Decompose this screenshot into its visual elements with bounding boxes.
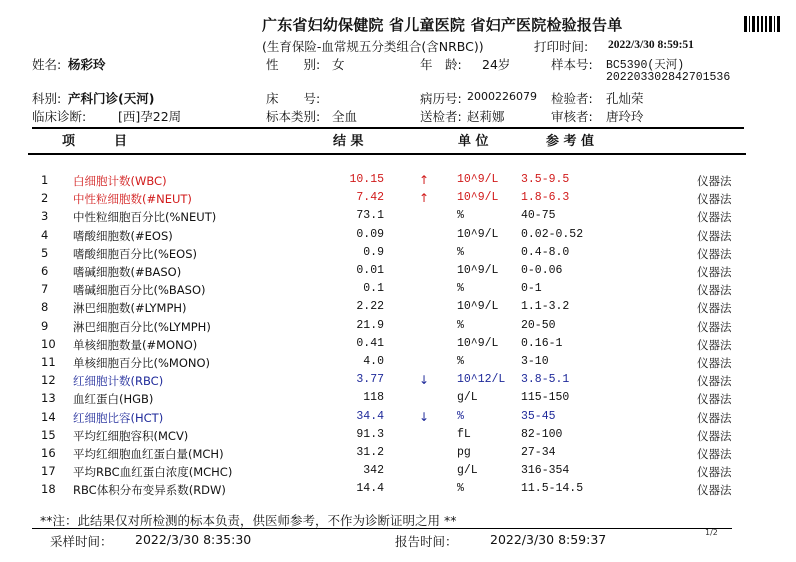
table-row <box>0 173 796 191</box>
table-row <box>0 246 796 264</box>
sample-no-value: BC5390(天河) <box>606 59 685 72</box>
test-method: 仪器法 <box>697 210 732 225</box>
test-name: 血红蛋白(HGB) <box>73 392 154 407</box>
disclaimer-note: **注：此结果仅对所检测的标本负责，供医师参考，不作为诊断证明之用 ** <box>40 513 457 528</box>
test-method: 仪器法 <box>697 283 732 298</box>
table-row <box>0 191 796 209</box>
row-number: 13 <box>41 391 56 406</box>
test-result: 342 <box>363 464 384 478</box>
test-result: 0.01 <box>356 264 384 277</box>
arrow-up-icon: ↑ <box>419 173 430 187</box>
header-divider <box>32 127 744 129</box>
row-number: 1 <box>41 173 49 187</box>
test-name: 单核细胞百分比(%MONO) <box>73 356 211 370</box>
row-number: 3 <box>41 209 49 224</box>
arrow-down-icon: ↓ <box>419 409 430 424</box>
test-unit: % <box>457 355 464 368</box>
arrow-up-icon: ↑ <box>419 191 430 206</box>
test-result: 4.0 <box>363 355 384 368</box>
row-number: 4 <box>41 227 49 242</box>
row-number: 5 <box>41 245 49 260</box>
row-number: 9 <box>41 318 49 333</box>
report-time-label: 报告时间： <box>395 534 458 549</box>
specimen-label: 标本类别: <box>266 109 321 124</box>
sender-label: 送检者: <box>420 109 462 124</box>
reference-range: 3-10 <box>521 355 549 368</box>
test-result: 7.42 <box>356 191 384 205</box>
row-number: 17 <box>41 464 56 479</box>
table-row <box>0 482 796 500</box>
test-result: 10.15 <box>349 173 384 186</box>
reference-range: 27-34 <box>521 446 556 459</box>
dept-value: 产科门诊(天河) <box>68 91 155 106</box>
reference-range: 0-0.06 <box>521 264 563 277</box>
test-result: 91.3 <box>356 427 384 441</box>
table-row <box>0 209 796 227</box>
table-row <box>0 446 796 464</box>
test-unit: 10^9/L <box>457 336 499 350</box>
test-name: 淋巴细胞数(#LYMPH) <box>73 301 187 316</box>
test-name: 嗜碱细胞数(#BASO) <box>73 265 182 279</box>
reference-range: 0.4-8.0 <box>521 245 570 259</box>
report-title: 广东省妇幼保健院 省儿童医院 省妇产医院检验报告单 <box>262 16 623 34</box>
test-unit: % <box>457 409 464 423</box>
test-method: 仪器法 <box>697 410 732 425</box>
test-method: 仪器法 <box>697 465 732 480</box>
reference-range: 40-75 <box>521 209 556 223</box>
table-row <box>0 264 796 282</box>
reviewer-label: 审核者: <box>551 109 593 124</box>
row-number: 2 <box>41 191 49 206</box>
test-result: 14.4 <box>356 482 384 496</box>
bed-label: 床 号: <box>266 91 321 106</box>
diagnosis-label: 临床诊断: <box>32 109 87 124</box>
name-label: 姓名: <box>32 57 62 72</box>
test-method: 仪器法 <box>697 356 732 370</box>
test-name: 平均红细胞容积(MCV) <box>73 428 189 443</box>
table-row <box>0 337 796 355</box>
page-number: 1/2 <box>705 528 718 537</box>
sample-time-value: 2022/3/30 8:35:30 <box>135 532 252 547</box>
test-method: 仪器法 <box>697 301 732 316</box>
row-number: 14 <box>41 409 56 424</box>
table-row <box>0 282 796 300</box>
table-row <box>0 228 796 246</box>
record-value: 2000226079 <box>467 90 537 103</box>
age-value: 24岁 <box>482 57 511 72</box>
test-method: 仪器法 <box>697 428 732 443</box>
test-result: 0.41 <box>356 336 384 350</box>
barcode-icon <box>744 16 780 32</box>
reference-range: 82-100 <box>521 427 563 441</box>
table-row <box>0 410 796 428</box>
record-label: 病历号: <box>420 91 462 106</box>
test-unit: 10^12/L <box>457 373 506 387</box>
test-unit: % <box>457 318 464 332</box>
sex-label: 性 别: <box>266 57 321 72</box>
arrow-down-icon: ↓ <box>419 373 430 388</box>
reviewer-value: 唐玲玲 <box>606 109 644 124</box>
reference-range: 0.16-1 <box>521 336 563 350</box>
test-name: 平均RBC血红蛋白浓度(MCHC) <box>73 465 233 480</box>
test-result: 0.9 <box>363 245 384 259</box>
test-unit: % <box>457 209 464 223</box>
test-unit: % <box>457 482 464 496</box>
reference-range: 11.5-14.5 <box>521 482 584 496</box>
test-unit: pg <box>457 446 471 459</box>
reference-range: 3.5-9.5 <box>521 173 570 186</box>
reference-range: 1.8-6.3 <box>521 191 570 205</box>
column-header-result: 结 果 <box>333 134 364 149</box>
row-number: 11 <box>41 355 56 369</box>
sex-value: 女 <box>332 57 345 72</box>
age-label: 年 龄: <box>420 57 462 72</box>
test-unit: 10^9/L <box>457 173 499 186</box>
specimen-value: 全血 <box>332 109 358 124</box>
reference-range: 316-354 <box>521 464 570 478</box>
test-unit: g/L <box>457 464 478 478</box>
test-result: 73.1 <box>356 209 384 223</box>
test-unit: % <box>457 245 464 259</box>
table-row <box>0 300 796 318</box>
dept-label: 科别: <box>32 91 62 106</box>
test-name: 中性粒细胞数(#NEUT) <box>73 192 192 207</box>
test-result: 31.2 <box>356 446 384 459</box>
reference-range: 20-50 <box>521 318 556 332</box>
test-method: 仪器法 <box>697 265 732 279</box>
test-method: 仪器法 <box>697 337 732 352</box>
table-row <box>0 391 796 409</box>
row-number: 8 <box>41 300 49 315</box>
test-name: 平均红细胞血红蛋白量(MCH) <box>73 447 224 461</box>
tester-value: 孔灿荣 <box>606 91 644 106</box>
reference-range: 0.02-0.52 <box>521 227 584 241</box>
test-name: 嗜酸细胞数(#EOS) <box>73 228 173 243</box>
test-method: 仪器法 <box>697 246 732 261</box>
test-unit: 10^9/L <box>457 300 499 314</box>
test-unit: fL <box>457 427 471 441</box>
test-unit: % <box>457 282 464 296</box>
column-header-unit: 单 位 <box>458 134 489 149</box>
test-name: 单核细胞数量(#MONO) <box>73 337 198 352</box>
test-name: 红细胞比容(HCT) <box>73 410 164 425</box>
test-method: 仪器法 <box>697 447 732 461</box>
table-row <box>0 319 796 337</box>
row-number: 10 <box>41 336 56 351</box>
table-row <box>0 464 796 482</box>
test-name: RBC体积分布变异系数(RDW) <box>73 483 226 498</box>
table-header-divider <box>28 153 746 155</box>
diagnosis-value: [西]孕22周 <box>118 109 182 124</box>
patient-name: 杨彩玲 <box>68 57 106 72</box>
table-row <box>0 373 796 391</box>
row-number: 6 <box>41 264 49 278</box>
test-unit: g/L <box>457 391 478 405</box>
test-result: 21.9 <box>356 318 384 332</box>
test-method: 仪器法 <box>697 228 732 243</box>
tester-label: 检验者: <box>551 91 593 106</box>
row-number: 12 <box>41 373 56 388</box>
test-method: 仪器法 <box>697 483 732 498</box>
column-header-item: 项 目 <box>62 134 128 149</box>
print-time-value: 2022/3/30 8:59:51 <box>608 39 694 51</box>
sample-barcode-number: 2022033028427015​36 <box>606 71 731 84</box>
table-row <box>0 428 796 446</box>
report-subtitle: (生育保险-血常规五分类组合(含NRBC)) <box>262 39 484 54</box>
test-unit: 10^9/L <box>457 264 499 277</box>
test-result: 0.09 <box>356 227 384 241</box>
test-method: 仪器法 <box>697 392 732 407</box>
column-header-reference: 参 考 值 <box>546 134 595 149</box>
sample-no-label: 样本号: <box>551 57 593 72</box>
test-result: 34.4 <box>356 409 384 423</box>
test-unit: 10^9/L <box>457 191 499 205</box>
test-name: 中性粒细胞百分比(%NEUT) <box>73 210 217 225</box>
sample-time-label: 采样时间： <box>50 534 113 549</box>
test-name: 红细胞计数(RBC) <box>73 374 164 389</box>
test-method: 仪器法 <box>697 374 732 389</box>
test-name: 白细胞计数(WBC) <box>73 174 167 188</box>
sender-value: 赵莉娜 <box>467 109 505 124</box>
test-method: 仪器法 <box>697 192 732 207</box>
reference-range: 1.1-3.2 <box>521 300 570 314</box>
test-result: 0.1 <box>363 282 384 296</box>
test-name: 嗜碱细胞百分比(%BASO) <box>73 283 206 298</box>
row-number: 15 <box>41 427 56 442</box>
test-name: 嗜酸细胞百分比(%EOS) <box>73 246 198 261</box>
report-time-value: 2022/3/30 8:59:37 <box>490 532 607 547</box>
reference-range: 3.8-5.1 <box>521 373 570 387</box>
reference-range: 35-45 <box>521 409 556 423</box>
print-time-label: 打印时间: <box>534 39 589 54</box>
reference-range: 115-150 <box>521 391 570 405</box>
test-method: 仪器法 <box>697 174 732 188</box>
reference-range: 0-1 <box>521 282 542 296</box>
row-number: 16 <box>41 446 56 460</box>
test-result: 2.22 <box>356 300 384 314</box>
test-result: 118 <box>363 391 384 405</box>
row-number: 7 <box>41 282 49 297</box>
test-unit: 10^9/L <box>457 227 499 241</box>
test-method: 仪器法 <box>697 319 732 334</box>
row-number: 18 <box>41 482 56 497</box>
test-name: 淋巴细胞百分比(%LYMPH) <box>73 319 211 334</box>
test-result: 3.77 <box>356 373 384 387</box>
footer-divider <box>32 528 732 529</box>
table-row <box>0 355 796 373</box>
